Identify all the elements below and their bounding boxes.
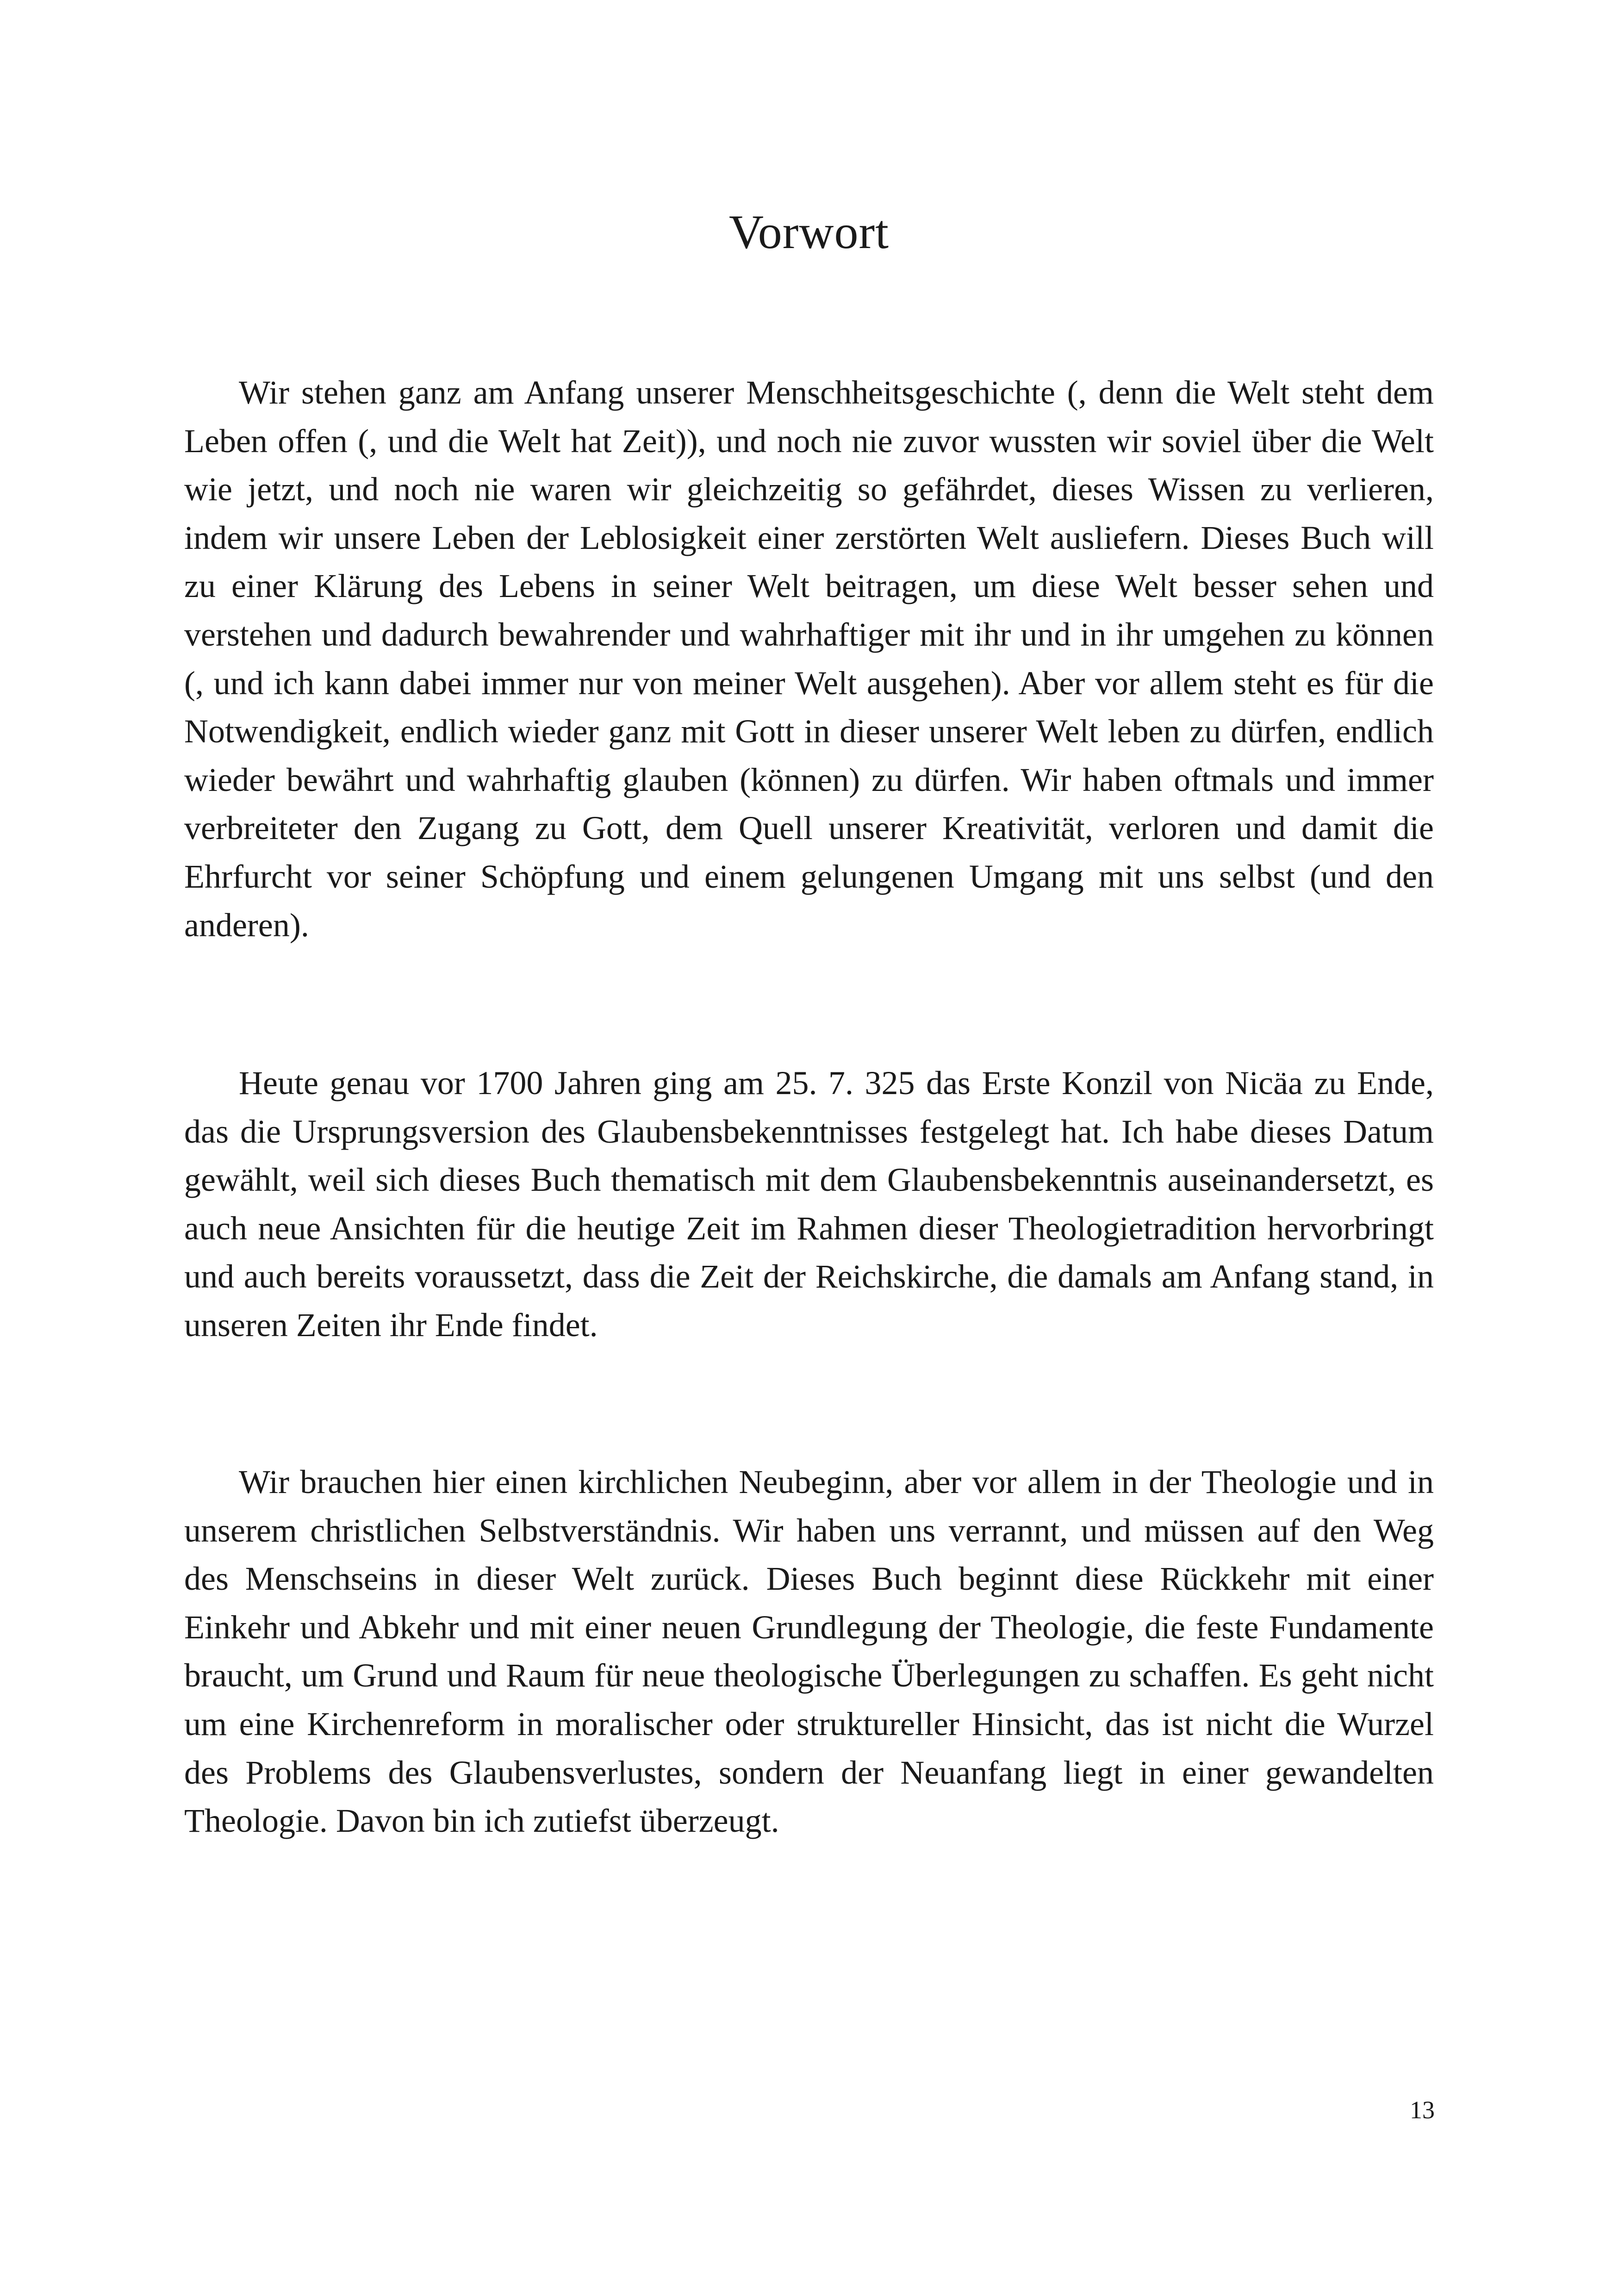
paragraph: Wir brauchen hier einen kirchlichen Neubeginn, aber vor allem in der Theologie und in unserem christlichen Selbstverständnis. Wir haben uns verrannt, und müssen auf den Weg des Menschseins in dieser Welt zurück. Dieses Buch beginnt diese Rückkehr mit einer Einkehr und Abkehr und mit einer neuen Grundlegung der Theologie, die feste Fundamente braucht, um Grund und Raum für neue theologische Überlegungen zu schaffen. Es geht nicht um eine Kirchenreform in moralischer oder struktureller Hinsicht, das ist nicht die Wurzel des Problems des Glaubensverlustes, sondern der Neuanfang liegt in einer gewandelten Theologie. Davon bin ich zutiefst überzeugt. <box>184 1463 1434 1840</box>
chapter-title: Vorwort <box>729 205 889 259</box>
paragraph: Wir stehen ganz am Anfang unserer Menschheitsgeschichte (, denn die Welt steht dem Leben offen (, und die Welt hat Zeit)), und noch nie zuvor wussten wir soviel über die Welt wie jetzt, und noch nie waren wir gleichzeitig so gefährdet, dieses Wissen zu verlieren, indem wir unsere Leben der Leblosigkeit einer zerstörten Welt ausliefern. Dieses Buch will zu einer Klärung des Lebens in seiner Welt beitragen, um diese Welt besser sehen und verstehen und dadurch bewahrender und wahrhaftiger mit ihr und in ihr umgehen zu können (, und ich kann dabei immer nur von meiner Welt ausgehen). Aber vor allem steht es für die Notwendigkeit, endlich wieder ganz mit Gott in dieser unserer Welt leben zu dürfen, endlich wieder bewährt und wahrhaftig glauben (können) zu dürfen. Wir haben oftmals und immer verbreiteter den Zugang zu Gott, dem Quell unserer Kreativität, verloren und damit die Ehrfurcht vor seiner Schöpfung und einem gelungenen Umgang mit uns selbst (und den anderen). <box>184 374 1434 944</box>
page-number: 13 <box>1410 2096 1435 2124</box>
paragraph: Heute genau vor 1700 Jahren ging am 25. 7. 325 das Erste Konzil von Nicäa zu Ende, das die Ursprungsversion des Glaubensbekenntnisses festgelegt hat. Ich habe dieses Datum gewählt, weil sich dieses Buch thematisch mit dem Glaubensbekenntnis auseinandersetzt, es auch neue Ansichten für die heutige Zeit im Rahmen dieser Theologietradition hervorbringt und auch bereits voraussetzt, dass die Zeit der Reichskirche, die damals am Anfang stand, in unseren Zeiten ihr Ende findet. <box>184 1064 1434 1344</box>
